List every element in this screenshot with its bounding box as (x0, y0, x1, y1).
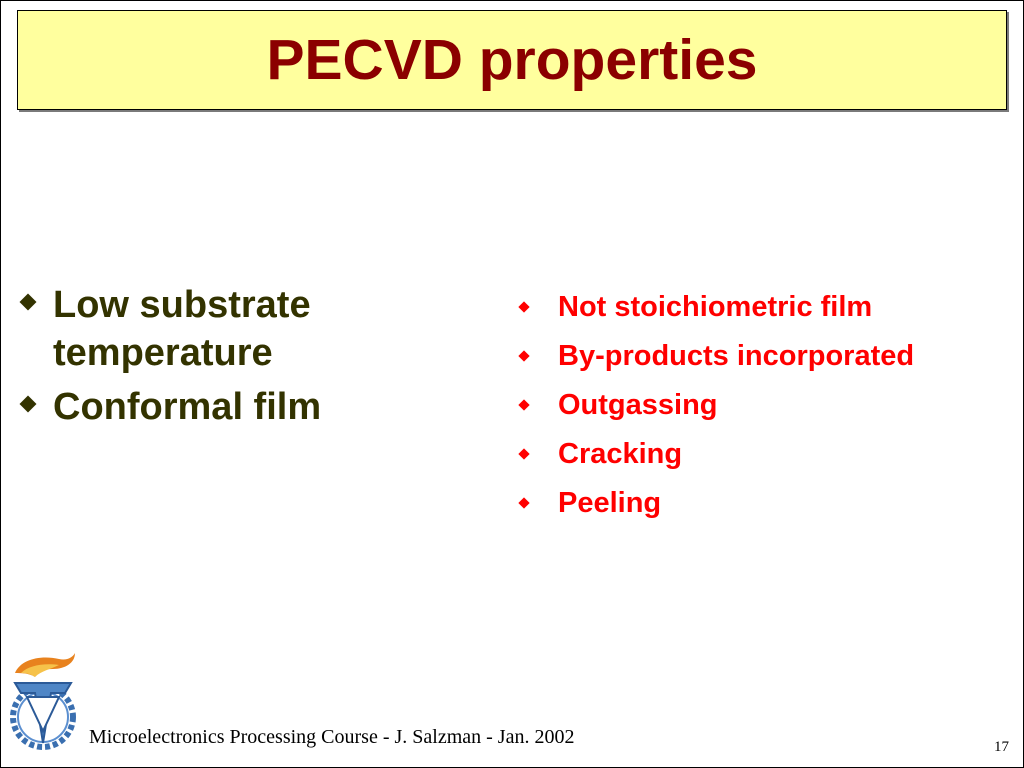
diamond-bullet-icon (518, 301, 529, 312)
diamond-bullet-icon (20, 294, 37, 311)
list-item (516, 332, 1016, 381)
technion-logo-icon (7, 651, 79, 755)
list-item-text: By-products incorporated (558, 340, 915, 372)
diamond-bullet-icon (20, 396, 37, 413)
list-item (516, 381, 1016, 430)
list-item (516, 479, 1016, 528)
list-item (17, 281, 437, 377)
list-item-text: Not stoichiometric film (558, 291, 873, 323)
diamond-bullet-icon (518, 448, 529, 459)
list-item (516, 430, 1016, 479)
diamond-bullet-icon (518, 399, 529, 410)
slide-title: PECVD properties (266, 27, 758, 92)
diamond-bullet-icon (518, 350, 529, 361)
footer-text: Microelectronics Processing Course - J. Salzman - Jan. 2002 (89, 726, 575, 748)
list-item-text: Outgassing (558, 389, 718, 421)
drawbacks-list (516, 283, 1016, 528)
list-item-text: Cracking (558, 438, 683, 470)
list-item-text: Low substrate temperature (53, 284, 311, 374)
advantages-list (17, 281, 437, 437)
list-item-text: Peeling (558, 487, 662, 519)
list-item (516, 283, 1016, 332)
list-item-text: Conformal film (53, 386, 322, 428)
title-box (17, 10, 1007, 110)
diamond-bullet-icon (518, 497, 529, 508)
list-item (17, 383, 437, 431)
page-number: 17 (994, 739, 1009, 755)
